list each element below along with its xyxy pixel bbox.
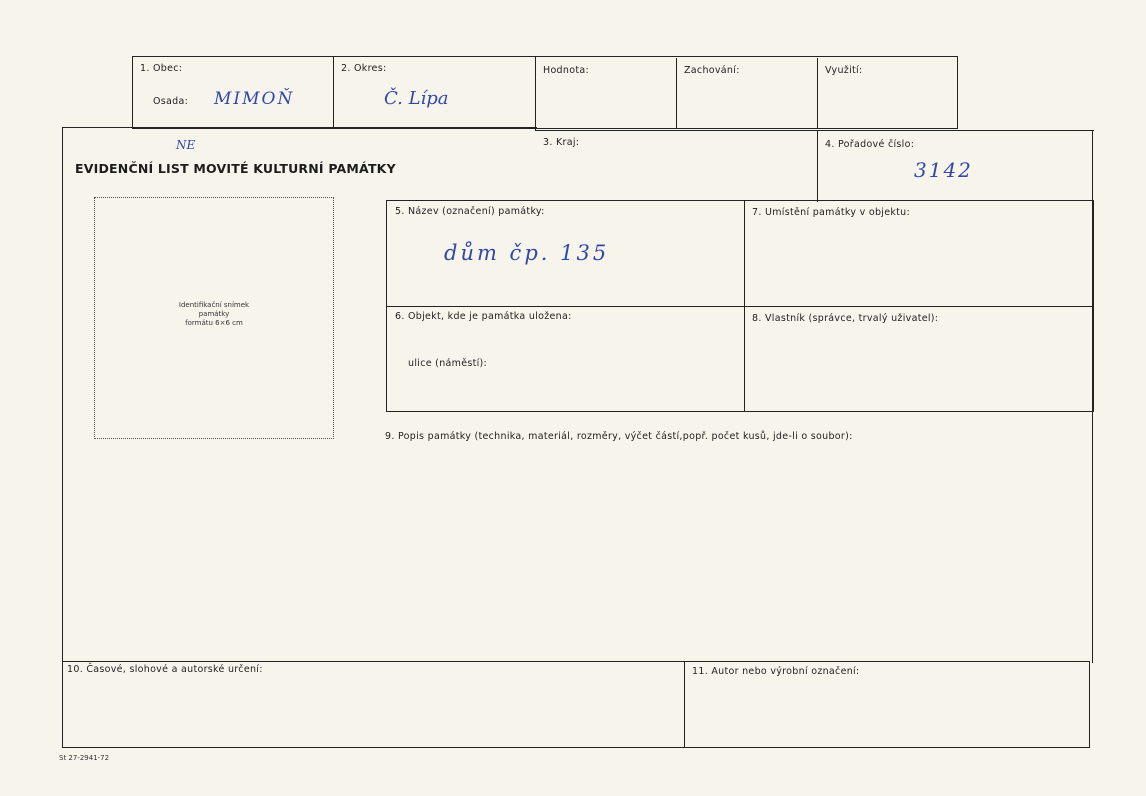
popis-label: 9. Popis památky (technika, materiál, rozměry, výčet částí,popř. počet kusů, jde-li o soubor): <box>385 431 853 442</box>
kraj-label: 3. Kraj: <box>543 137 580 148</box>
okres-label: 2. Okres: <box>341 63 387 74</box>
obec-label: 1. Obec: <box>140 63 183 74</box>
autor-label: 11. Autor nebo výrobní označení: <box>692 666 860 677</box>
hodnota-label: Hodnota: <box>543 65 589 76</box>
poradove-cislo-value: 3142 <box>914 158 973 182</box>
nazev-value: dům čp. 135 <box>444 241 610 265</box>
photo-caption-line: formátu 6×6 cm <box>185 319 243 327</box>
main-frame-right-lower <box>1089 661 1090 748</box>
photo-caption-line: Identifikační snímek <box>178 301 250 309</box>
divider <box>676 58 677 128</box>
objekt-label: 6. Objekt, kde je památka uložena: <box>395 311 572 322</box>
main-frame-top <box>62 127 537 128</box>
zachovani-label: Zachování: <box>684 65 740 76</box>
divider <box>535 56 536 130</box>
divider <box>684 661 685 748</box>
osada-label: Osada: <box>153 96 189 107</box>
osada-value: MIMOŇ <box>214 89 295 109</box>
divider <box>817 58 818 128</box>
okres-value: Č. Lípa <box>384 88 449 109</box>
photo-caption-line: památky <box>198 310 230 318</box>
form-code: St 27-2941-72 <box>59 754 110 762</box>
main-frame-left <box>62 127 63 748</box>
poradove-cislo-label: 4. Pořadové číslo: <box>825 139 915 150</box>
main-frame-bottom <box>62 747 1090 748</box>
divider <box>817 130 818 202</box>
vlastnik-label: 8. Vlastník (správce, trvalý uživatel): <box>752 313 939 324</box>
photo-placeholder <box>94 197 334 439</box>
divider <box>333 56 334 128</box>
umisteni-label: 7. Umístění památky v objektu: <box>752 207 911 218</box>
nazev-label: 5. Název (označení) památky: <box>395 206 545 217</box>
photo-caption <box>95 301 333 328</box>
form-title: EVIDENČNÍ LIST MOVITÉ KULTURNÍ PAMÁTKY <box>75 161 396 176</box>
ulice-label: ulice (náměstí): <box>408 358 488 369</box>
casove-label: 10. Časové, slohové a autorské určení: <box>67 664 263 675</box>
note-value: NE <box>176 138 196 152</box>
vyziti-label: Využití: <box>825 65 863 76</box>
bottom-section-top <box>62 661 1090 662</box>
divider <box>386 306 1094 307</box>
kraj-top <box>535 130 1094 131</box>
